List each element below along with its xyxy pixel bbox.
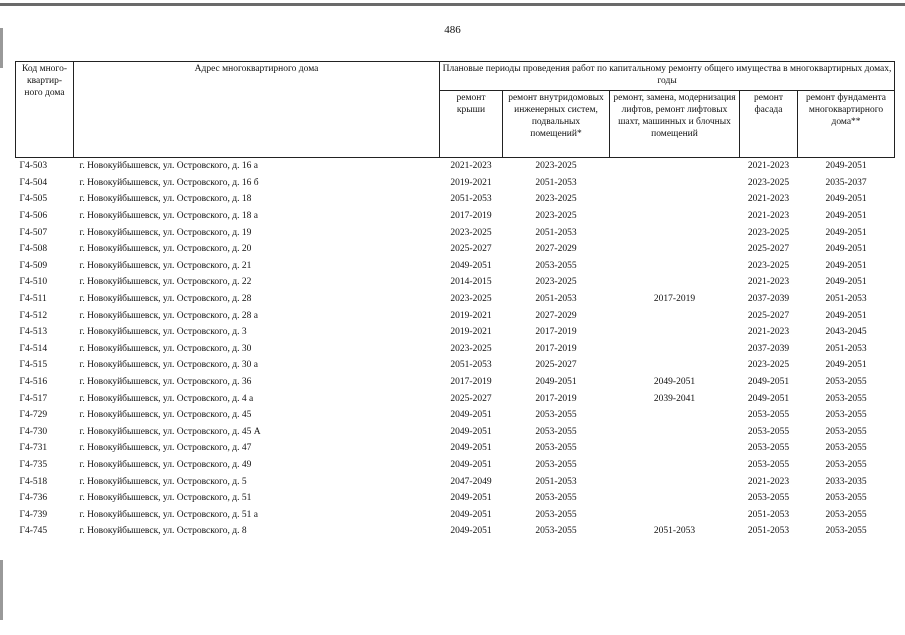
cell-address: г. Новокуйбышевск, ул. Островского, д. 3 bbox=[79, 327, 247, 338]
cell-foundation: 2049-2051 bbox=[825, 244, 867, 255]
cell-code: Г4-517 bbox=[19, 393, 48, 404]
cell-roof: 2049-2051 bbox=[450, 426, 492, 437]
table-row bbox=[16, 175, 895, 192]
cell-foundation: 2049-2051 bbox=[825, 161, 867, 172]
cell-roof: 2019-2021 bbox=[450, 327, 492, 338]
table-body bbox=[16, 158, 895, 540]
cell-address: г. Новокуйбышевск, ул. Островского, д. 19 bbox=[79, 227, 252, 238]
cell-facade: 2053-2055 bbox=[747, 426, 790, 437]
cell-systems: 2053-2055 bbox=[535, 509, 577, 520]
cell-roof: 2023-2025 bbox=[450, 294, 492, 305]
cell-systems: 2053-2055 bbox=[535, 459, 577, 470]
cell-code: Г4-735 bbox=[19, 459, 48, 470]
cell-code: Г4-503 bbox=[19, 161, 48, 172]
cell-lifts bbox=[610, 473, 740, 490]
header-foundation: ремонт фундамента многоквартирного дома** bbox=[798, 91, 895, 158]
cell-address: г. Новокуйбышевск, ул. Островского, д. 45 А bbox=[79, 426, 261, 437]
cell-address: г. Новокуйбышевск, ул. Островского, д. 28 а bbox=[79, 310, 258, 321]
cell-address: г. Новокуйбышевск, ул. Островского, д. 21 bbox=[79, 260, 252, 271]
cell-code: Г4-730 bbox=[19, 426, 48, 437]
cell-facade: 2021-2023 bbox=[747, 211, 790, 222]
cell-lifts bbox=[610, 357, 740, 374]
cell-code: Г4-512 bbox=[19, 310, 48, 321]
cell-foundation: 2053-2055 bbox=[825, 493, 867, 504]
cell-code: Г4-731 bbox=[19, 443, 48, 454]
cell-foundation: 2049-2051 bbox=[825, 260, 867, 271]
table-row bbox=[16, 291, 895, 308]
cell-roof: 2019-2021 bbox=[450, 177, 492, 188]
cell-code: Г4-505 bbox=[19, 194, 48, 205]
cell-systems: 2053-2055 bbox=[535, 260, 577, 271]
cell-code: Г4-510 bbox=[19, 277, 48, 288]
cell-roof: 2049-2051 bbox=[450, 443, 492, 454]
cell-systems: 2049-2051 bbox=[535, 377, 577, 388]
table-row bbox=[16, 324, 895, 341]
cell-address: г. Новокуйбышевск, ул. Островского, д. 18 а bbox=[79, 211, 258, 222]
cell-code: Г4-507 bbox=[19, 227, 48, 238]
cell-code: Г4-511 bbox=[19, 294, 47, 305]
table-row bbox=[16, 374, 895, 391]
cell-foundation: 2049-2051 bbox=[825, 277, 867, 288]
table-row bbox=[16, 341, 895, 358]
cell-foundation: 2049-2051 bbox=[825, 310, 867, 321]
cell-foundation: 2051-2053 bbox=[825, 343, 867, 354]
cell-lifts bbox=[610, 158, 740, 175]
cell-code: Г4-745 bbox=[19, 526, 48, 537]
cell-roof: 2017-2019 bbox=[450, 211, 492, 222]
cell-foundation: 2053-2055 bbox=[825, 509, 867, 520]
cell-facade: 2037-2039 bbox=[747, 294, 790, 305]
cell-address: г. Новокуйбышевск, ул. Островского, д. 20 bbox=[79, 244, 252, 255]
cell-roof: 2047-2049 bbox=[450, 476, 492, 487]
cell-systems: 2025-2027 bbox=[535, 360, 577, 371]
cell-code: Г4-509 bbox=[19, 260, 48, 271]
cell-lifts bbox=[610, 258, 740, 275]
cell-foundation: 2049-2051 bbox=[825, 211, 867, 222]
cell-systems: 2023-2025 bbox=[535, 161, 577, 172]
cell-facade: 2051-2053 bbox=[747, 526, 790, 537]
cell-facade: 2021-2023 bbox=[747, 161, 790, 172]
cell-lifts bbox=[610, 191, 740, 208]
cell-lifts bbox=[610, 490, 740, 507]
cell-roof: 2023-2025 bbox=[450, 343, 492, 354]
cell-code: Г4-508 bbox=[19, 244, 48, 255]
cell-systems: 2051-2053 bbox=[535, 227, 577, 238]
cell-foundation: 2051-2053 bbox=[825, 294, 867, 305]
page-number: 486 bbox=[444, 24, 461, 36]
cell-facade: 2049-2051 bbox=[747, 393, 790, 404]
cell-address: г. Новокуйбышевск, ул. Островского, д. 36 bbox=[79, 377, 252, 388]
cell-systems: 2051-2053 bbox=[535, 177, 577, 188]
cell-address: г. Новокуйбышевск, ул. Островского, д. 22 bbox=[79, 277, 252, 288]
cell-address: г. Новокуйбышевск, ул. Островского, д. 16 б bbox=[79, 177, 259, 188]
cell-foundation: 2053-2055 bbox=[825, 443, 867, 454]
cell-address: г. Новокуйбышевск, ул. Островского, д. 51 bbox=[79, 493, 252, 504]
cell-lifts bbox=[610, 341, 740, 358]
cell-lifts bbox=[610, 424, 740, 441]
cell-foundation: 2043-2045 bbox=[825, 327, 867, 338]
cell-facade: 2021-2023 bbox=[747, 327, 790, 338]
cell-facade: 2053-2055 bbox=[747, 493, 790, 504]
header-lifts: ремонт, замена, модернизация лифтов, ремонт лифтовых шахт, машинных и блочных помещений bbox=[610, 91, 740, 158]
cell-roof: 2049-2051 bbox=[450, 410, 492, 421]
cell-roof: 2025-2027 bbox=[450, 393, 492, 404]
cell-lifts bbox=[610, 175, 740, 192]
cell-systems: 2017-2019 bbox=[535, 343, 577, 354]
header-roof: ремонт крыши bbox=[440, 91, 503, 158]
header-address: Адрес многоквартирного дома bbox=[74, 62, 440, 158]
table-row bbox=[16, 506, 895, 523]
cell-lifts bbox=[610, 440, 740, 457]
cell-code: Г4-516 bbox=[19, 377, 48, 388]
cell-roof: 2014-2015 bbox=[450, 277, 492, 288]
header-code: Код много-квартир-ного дома bbox=[16, 62, 74, 158]
table-row bbox=[16, 424, 895, 441]
cell-facade: 2025-2027 bbox=[747, 310, 790, 321]
table-row bbox=[16, 258, 895, 275]
cell-code: Г4-729 bbox=[19, 410, 48, 421]
cell-lifts bbox=[610, 324, 740, 341]
header-facade: ремонт фасада bbox=[740, 91, 798, 158]
cell-foundation: 2049-2051 bbox=[825, 227, 867, 238]
cell-address: г. Новокуйбышевск, ул. Островского, д. 18 bbox=[79, 194, 252, 205]
cell-foundation: 2049-2051 bbox=[825, 194, 867, 205]
table-row bbox=[16, 490, 895, 507]
header-systems: ремонт внутридомовых инженерных систем, подвальных помещений* bbox=[503, 91, 610, 158]
cell-roof: 2021-2023 bbox=[450, 161, 492, 172]
cell-lifts bbox=[610, 274, 740, 291]
cell-foundation: 2053-2055 bbox=[825, 526, 867, 537]
table-row bbox=[16, 407, 895, 424]
cell-lifts bbox=[610, 407, 740, 424]
cell-systems: 2053-2055 bbox=[535, 426, 577, 437]
cell-foundation: 2053-2055 bbox=[825, 426, 867, 437]
cell-facade: 2049-2051 bbox=[747, 377, 790, 388]
table-row bbox=[16, 357, 895, 374]
cell-foundation: 2035-2037 bbox=[825, 177, 867, 188]
cell-lifts bbox=[610, 241, 740, 258]
cell-foundation: 2049-2051 bbox=[825, 360, 867, 371]
cell-lifts: 2051-2053 bbox=[653, 526, 696, 537]
cell-code: Г4-504 bbox=[19, 177, 48, 188]
cell-systems: 2027-2029 bbox=[535, 310, 577, 321]
cell-facade: 2021-2023 bbox=[747, 194, 790, 205]
cell-roof: 2023-2025 bbox=[450, 227, 492, 238]
cell-roof: 2049-2051 bbox=[450, 509, 492, 520]
cell-lifts bbox=[610, 457, 740, 474]
cell-code: Г4-518 bbox=[19, 476, 48, 487]
header-periods: Плановые периоды проведения работ по капитальному ремонту общего имущества в многоквартирных домах, годы bbox=[440, 62, 895, 91]
cell-roof: 2049-2051 bbox=[450, 459, 492, 470]
cell-roof: 2019-2021 bbox=[450, 310, 492, 321]
table-row bbox=[16, 457, 895, 474]
cell-code: Г4-514 bbox=[19, 343, 48, 354]
cell-facade: 2037-2039 bbox=[747, 343, 790, 354]
cell-lifts: 2039-2041 bbox=[653, 393, 696, 404]
table-row bbox=[16, 473, 895, 490]
cell-address: г. Новокуйбышевск, ул. Островского, д. 16 а bbox=[79, 161, 258, 172]
cell-code: Г4-506 bbox=[19, 211, 48, 222]
table-row bbox=[16, 191, 895, 208]
cell-code: Г4-513 bbox=[19, 327, 48, 338]
cell-systems: 2023-2025 bbox=[535, 194, 577, 205]
cell-roof: 2025-2027 bbox=[450, 244, 492, 255]
cell-facade: 2023-2025 bbox=[747, 360, 790, 371]
cell-systems: 2017-2019 bbox=[535, 393, 577, 404]
cell-systems: 2053-2055 bbox=[535, 526, 577, 537]
cell-lifts bbox=[610, 224, 740, 241]
cell-lifts: 2017-2019 bbox=[653, 294, 696, 305]
scan-edge-mark bbox=[0, 560, 3, 620]
cell-lifts bbox=[610, 506, 740, 523]
cell-address: г. Новокуйбышевск, ул. Островского, д. 4 а bbox=[79, 393, 254, 404]
cell-address: г. Новокуйбышевск, ул. Островского, д. 30 а bbox=[79, 360, 258, 371]
scan-top-rule bbox=[0, 3, 905, 6]
cell-facade: 2025-2027 bbox=[747, 244, 790, 255]
cell-address: г. Новокуйбышевск, ул. Островского, д. 51 а bbox=[79, 509, 258, 520]
cell-roof: 2049-2051 bbox=[450, 526, 492, 537]
cell-facade: 2021-2023 bbox=[747, 476, 790, 487]
cell-foundation: 2053-2055 bbox=[825, 393, 867, 404]
cell-foundation: 2053-2055 bbox=[825, 377, 867, 388]
cell-systems: 2023-2025 bbox=[535, 277, 577, 288]
cell-roof: 2051-2053 bbox=[450, 194, 492, 205]
cell-lifts bbox=[610, 307, 740, 324]
table-row bbox=[16, 241, 895, 258]
cell-address: г. Новокуйбышевск, ул. Островского, д. 49 bbox=[79, 459, 252, 470]
cell-systems: 2053-2055 bbox=[535, 493, 577, 504]
cell-roof: 2049-2051 bbox=[450, 260, 492, 271]
table-row bbox=[16, 208, 895, 225]
cell-systems: 2027-2029 bbox=[535, 244, 577, 255]
cell-facade: 2053-2055 bbox=[747, 410, 790, 421]
cell-foundation: 2053-2055 bbox=[825, 410, 867, 421]
table-row bbox=[16, 307, 895, 324]
table-row bbox=[16, 390, 895, 407]
cell-facade: 2021-2023 bbox=[747, 277, 790, 288]
cell-facade: 2023-2025 bbox=[747, 177, 790, 188]
table-row bbox=[16, 158, 895, 175]
cell-address: г. Новокуйбышевск, ул. Островского, д. 30 bbox=[79, 343, 252, 354]
cell-foundation: 2033-2035 bbox=[825, 476, 867, 487]
cell-address: г. Новокуйбышевск, ул. Островского, д. 8 bbox=[79, 526, 247, 537]
table-row bbox=[16, 274, 895, 291]
cell-systems: 2051-2053 bbox=[535, 476, 577, 487]
cell-systems: 2017-2019 bbox=[535, 327, 577, 338]
cell-facade: 2051-2053 bbox=[747, 509, 790, 520]
cell-foundation: 2053-2055 bbox=[825, 459, 867, 470]
cell-code: Г4-739 bbox=[19, 509, 48, 520]
cell-address: г. Новокуйбышевск, ул. Островского, д. 28 bbox=[79, 294, 252, 305]
cell-address: г. Новокуйбышевск, ул. Островского, д. 5 bbox=[79, 476, 247, 487]
capital-repair-table bbox=[15, 61, 895, 540]
cell-roof: 2051-2053 bbox=[450, 360, 492, 371]
table-row bbox=[16, 224, 895, 241]
cell-systems: 2053-2055 bbox=[535, 443, 577, 454]
cell-address: г. Новокуйбышевск, ул. Островского, д. 45 bbox=[79, 410, 252, 421]
cell-code: Г4-736 bbox=[19, 493, 48, 504]
cell-facade: 2053-2055 bbox=[747, 459, 790, 470]
cell-facade: 2023-2025 bbox=[747, 260, 790, 271]
cell-systems: 2023-2025 bbox=[535, 211, 577, 222]
table-row bbox=[16, 440, 895, 457]
cell-facade: 2023-2025 bbox=[747, 227, 790, 238]
cell-facade: 2053-2055 bbox=[747, 443, 790, 454]
cell-roof: 2017-2019 bbox=[450, 377, 492, 388]
cell-code: Г4-515 bbox=[19, 360, 48, 371]
cell-systems: 2053-2055 bbox=[535, 410, 577, 421]
cell-lifts: 2049-2051 bbox=[653, 377, 696, 388]
cell-systems: 2051-2053 bbox=[535, 294, 577, 305]
table-row bbox=[16, 523, 895, 540]
cell-roof: 2049-2051 bbox=[450, 493, 492, 504]
cell-address: г. Новокуйбышевск, ул. Островского, д. 47 bbox=[79, 443, 252, 454]
cell-lifts bbox=[610, 208, 740, 225]
